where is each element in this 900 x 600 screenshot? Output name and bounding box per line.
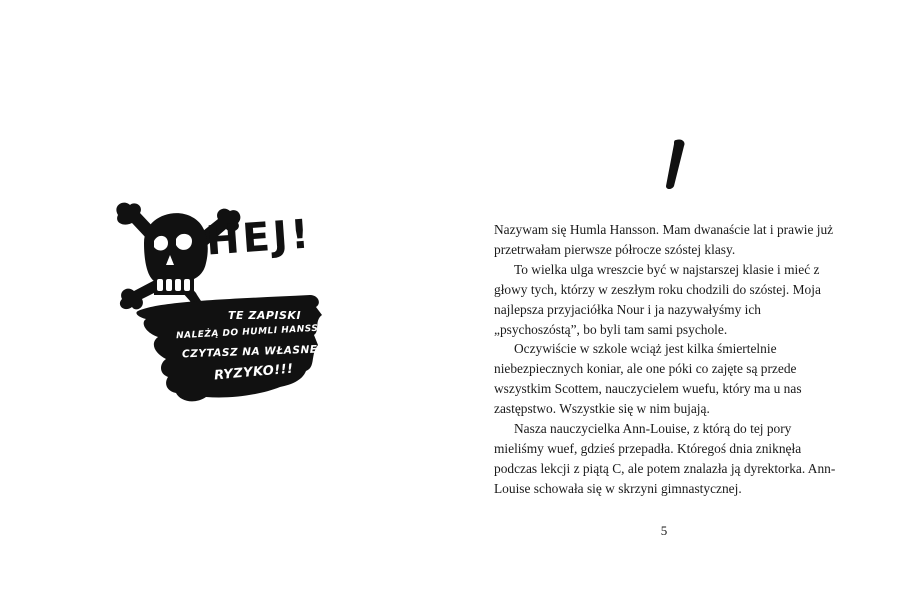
hej-heading: HEJ!: [204, 211, 314, 265]
paragraph: Nasza nauczycielka Ann-Louise, z którą do tej pory mieliśmy wuef, gdzieś przepadła. Któregoś dnia zniknęła podczas lekcji z piątą C, ale potem znalazła ją dyrektorka. Ann-Louise schowała się w skrzyni gimnastycznej.: [494, 421, 836, 496]
page-number: 5: [660, 523, 668, 538]
chapter-body-text: [494, 220, 844, 499]
chapter-number: [660, 138, 688, 190]
paragraph: Nazywam się Humla Hansson. Mam dwanaście lat i prawie już przetrwałam pierwsze półrocze szóstej klasy.: [494, 222, 834, 257]
chapter-number-glyph: [660, 138, 688, 190]
note-line-1: TE ZAPISKI: [228, 309, 302, 322]
note-line-4: RYZYKO!!!: [213, 361, 295, 384]
note-line-2: NALEŻĄ DO HUMLI HANSSON.: [175, 322, 339, 342]
note-line-3: CZYTASZ NA WŁASNE: [181, 343, 318, 361]
paragraph: Oczywiście w szkole wciąż jest kilka śmiertelnie niebezpiecznych koniar, ale one póki co zajęte są przede wszystkim Scottem, nauczycielem wuefu, który ma u nas zastępstwo. Wszystkie się w nim bujają.: [494, 341, 802, 417]
paragraph: To wielka ulga wreszcie być w najstarszej klasie i mieć z głowy tych, którzy w zeszłym roku chodzili do szóstej. Moja najlepsza przyjaciółka Nour i ja nazywałyśmy ich „psychoszóstą”, bo byli tam sami psychole.: [494, 261, 821, 337]
skull-warning-illustration: [110, 195, 340, 410]
